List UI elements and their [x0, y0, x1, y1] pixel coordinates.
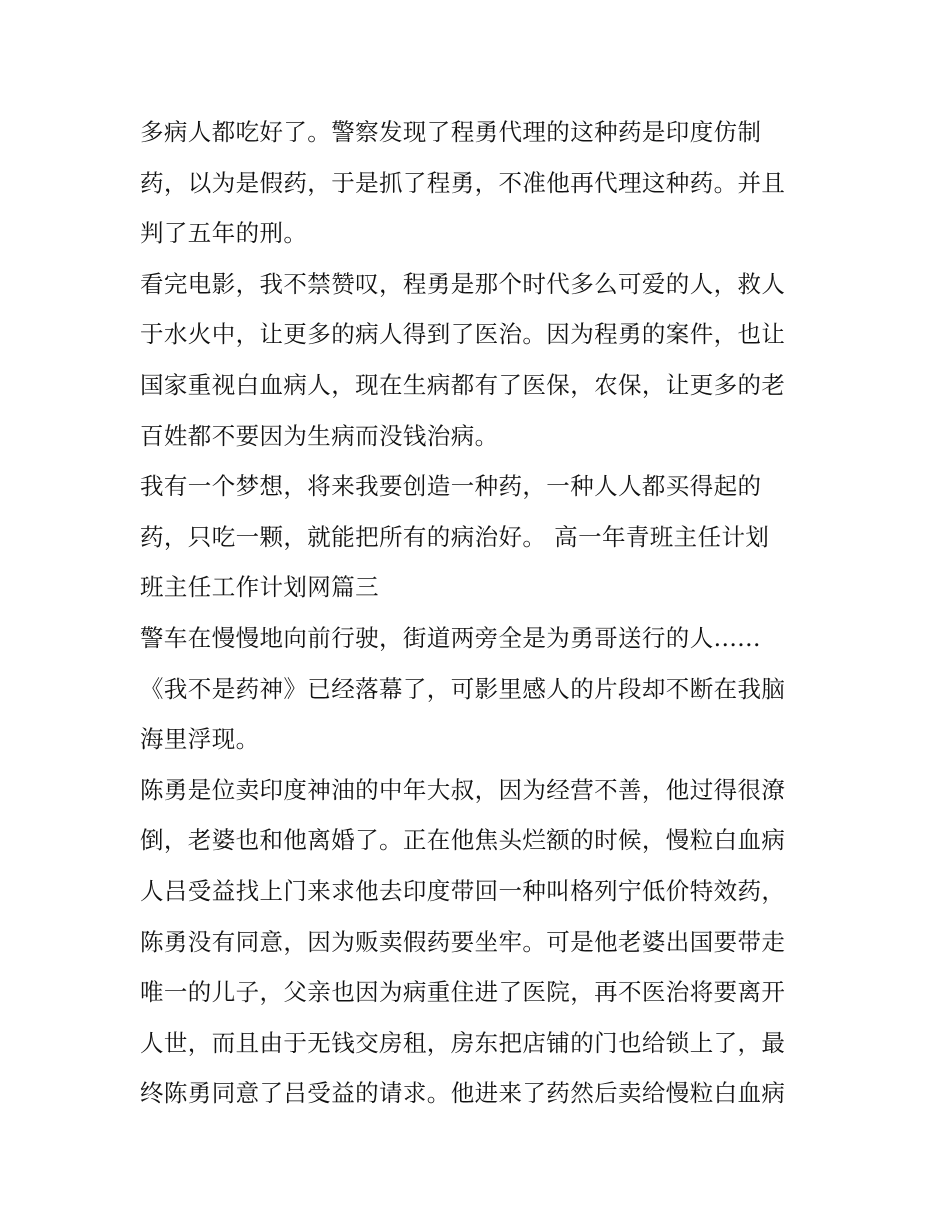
text-line: 警车在慢慢地向前行驶，街道两旁全是为勇哥送行的人......: [140, 623, 761, 652]
text-line: 多病人都吃好了。警察发现了程勇代理的这种药是印度仿制: [140, 118, 762, 146]
text-line: 百姓都不要因为生病而没钱治病。: [140, 421, 499, 450]
text-line: 班主任工作计划网篇三: [140, 573, 379, 602]
text-line: 《我不是药神》已经落幕了，可影里感人的片段却不断在我脑: [140, 674, 786, 703]
text-line: 人吕受益找上门来求他去印度带回一种叫格列宁低价特效药，: [140, 876, 786, 905]
text-line: 药，以为是假药，于是抓了程勇，不准他再代理这种药。并且: [140, 168, 786, 197]
text-line: 我有一个梦想，将来我要创造一种药，一种人人都买得起的: [140, 472, 762, 501]
document-body: [140, 107, 830, 1119]
text-line: 判了五年的刑。: [140, 219, 308, 248]
text-line: 国家重视白血病人，现在生病都有了医保，农保，让更多的老: [140, 370, 786, 399]
text-line: 于水火中，让更多的病人得到了医治。因为程勇的案件，也让: [140, 320, 786, 349]
text-line: 终陈勇同意了吕受益的请求。他进来了药然后卖给慢粒白血病: [140, 1079, 786, 1108]
text-line: 海里浮现。: [140, 725, 260, 754]
text-line: 唯一的儿子，父亲也因为病重住进了医院，再不医治将要离开: [140, 978, 786, 1007]
text-line: 陈勇是位卖印度神油的中年大叔，因为经营不善，他过得很潦: [140, 775, 786, 804]
text-line: 陈勇没有同意，因为贩卖假药要坐牢。可是他老婆出国要带走: [140, 927, 786, 956]
text-line: 看完电影，我不禁赞叹，程勇是那个时代多么可爱的人，救人: [140, 269, 786, 298]
text-line: 药，只吃一颗，就能把所有的病治好。 高一年青班主任计划: [140, 522, 770, 551]
text-line: 倒，老婆也和他离婚了。正在他焦头烂额的时候，慢粒白血病: [140, 826, 786, 855]
text-line: 人世，而且由于无钱交房租，房东把店铺的门也给锁上了，最: [140, 1028, 786, 1057]
